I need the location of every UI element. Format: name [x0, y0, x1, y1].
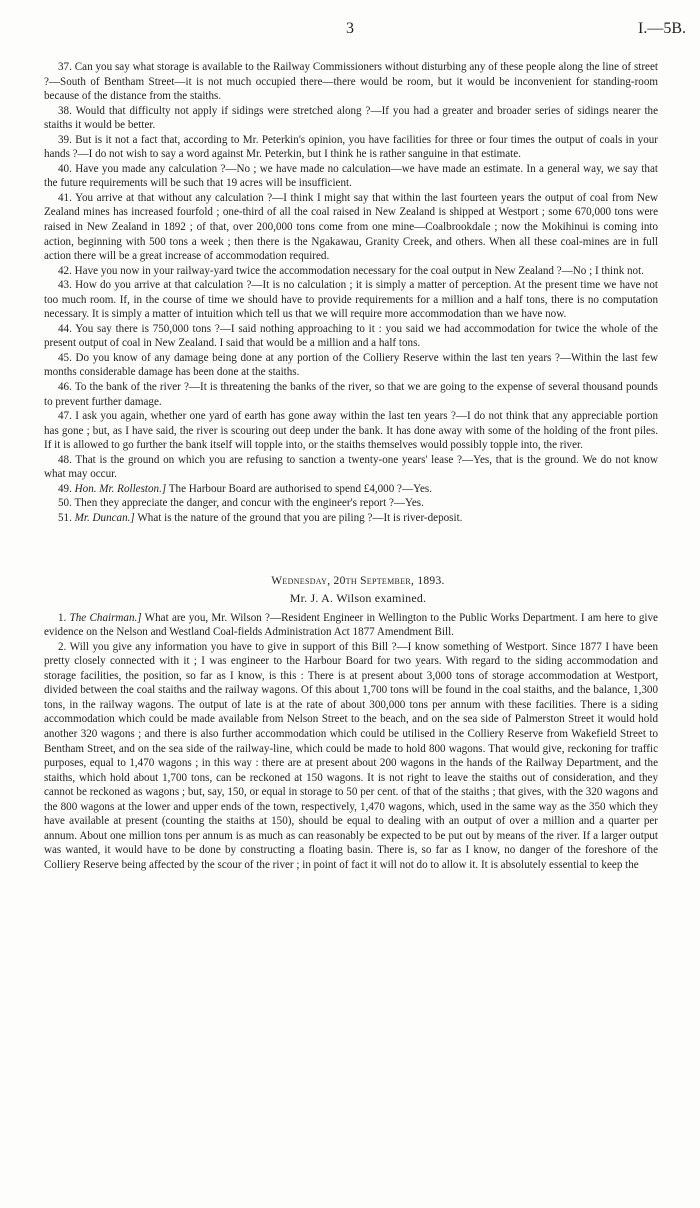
- section-gap: [44, 526, 658, 574]
- question-number: 39.: [58, 133, 72, 146]
- question-text: Would that difficulty not apply if sidings were stretched along ?—If you had a greater and broader series of sidings nearer the staiths it would be better.: [44, 104, 658, 132]
- question-paragraph: [44, 191, 658, 264]
- question-number: 49.: [58, 482, 72, 495]
- speaker-name: The Chairman.]: [69, 611, 142, 624]
- question-text: What is the nature of the ground that you are piling ?—It is river-deposit.: [137, 511, 463, 524]
- question-paragraph: [44, 322, 658, 351]
- question-paragraph: [44, 162, 658, 191]
- evidence-section-1: [44, 60, 658, 526]
- question-number: 38.: [58, 104, 72, 117]
- question-number: 48.: [58, 453, 72, 466]
- session-date: Wednesday, 20th September, 1893.: [271, 574, 445, 587]
- question-paragraph: [44, 133, 658, 162]
- question-number: 40.: [58, 162, 72, 175]
- question-text: How do you arrive at that calculation ?—It is no calculation ; it is simply a matter of perception. At the present time we have not too much room. If, in the course of time we should have to provide requirements for a million and a half tons, there is no computation necessary. It is simply a matter of intuition which tell us that we will require more accommodation than we have now.: [44, 279, 658, 321]
- question-paragraph: [44, 453, 658, 482]
- question-paragraph: [44, 351, 658, 380]
- question-paragraph: [44, 104, 658, 133]
- speaker-name: Mr. Duncan.]: [74, 511, 135, 524]
- question-paragraph: [44, 511, 658, 526]
- question-text: Will you give any information you have to give in support of this Bill ?—I know something of Westport. Since 1877 I have been pretty closely connected with it ; I was engineer to the Harbour Board for two years. With regard to the siding accommodation and storage facilities, the position, so far as I know, is this : There is at present about 3,000 tons of storage accommodation at Westport, divided between the coal staiths and the railway wagons. Of this about 1,700 tons will be found in the coal staiths, and the balance, 1,300 tons, in the railway wagons. The output of late is at the rate of about 300,000 tons per annum with these facilities. There is a siding accommodation which could be made available from Nelson Street to the beach, and on the sea side of Palmerston Street it would hold another 320 wagons ; and there is also further accommodation which could be utilised in the Colliery Reserve from Wakefield Street to Bentham Street, and on the sea side of the railway-line, which could be made to hold 800 wagons. That would give, reckoning for traffic purposes, equal to 1,470 wagons ; in this way : there are at present about 200 wagons in the hands of the Railway Department, and the staiths, which hold about 1,700 tons, can be reckoned at 150 wagons. It is not right to leave the staiths out of consideration, and they cannot be reckoned as wagons ; but, say, 150, or equal in storage to 50 per cent. of that of the staiths ; that gives, with the 320 wagons and the 800 wagons at the lower and upper ends of the town, respectively, 1,470 wagons, which, used in the same way as the 350 which they have available at present (counting the staiths at 150), should be equal to dealing with an output of over a million and a quarter per annum. About one million tons per annum is as much as can reasonably be expected to be put out by means of the river. If a larger output was wanted, it would have to be done by constructing a floating basin. There is, so far as I know, no danger of the foreshore of the Colliery Reserve being affected by the scour of the river ; in point of fact it will not do to allow it. It is absolutely essential to keep the: [44, 640, 659, 871]
- question-paragraph: [44, 640, 658, 873]
- question-text: Then they appreciate the danger, and concur with the engineer's report ?—Yes.: [74, 497, 424, 510]
- question-paragraph: [44, 380, 658, 409]
- question-paragraph: [44, 264, 658, 279]
- question-number: 47.: [58, 410, 72, 423]
- question-number: 45.: [58, 351, 72, 364]
- document-body: [44, 60, 658, 872]
- question-paragraph: [44, 60, 658, 104]
- question-number: 41.: [58, 191, 72, 204]
- question-text: Can you say what storage is available to the Railway Commissioners without disturbing any of these people along the line of street ?—South of Bentham Street—it is not much occupied there—there would be room, but it would be inconvenient for standing-room because of the distance from the staiths.: [44, 61, 658, 103]
- question-text: I ask you again, whether one yard of earth has gone away within the last ten years ?—I do not think that any appreciable portion has gone ; but, as I have said, the river is scouring out deep under the bank. It has done away with some of the holding of the front piles. If it is allowed to go further the bank itself will topple into, or the staiths themselves would possibly topple into, the river.: [44, 410, 658, 452]
- question-text: Have you now in your railway-yard twice the accommodation necessary for the coal output in New Zealand ?—No ; I think not.: [74, 264, 644, 277]
- question-paragraph: [44, 278, 658, 322]
- evidence-section-2: [44, 611, 658, 873]
- question-paragraph: [44, 496, 658, 511]
- question-text: What are you, Mr. Wilson ?—Resident Engineer in Wellington to the Public Works Department. I am here to give evidence on the Nelson and Westland Coal-fields Administration Act 1877 Amendment Bill.: [44, 611, 658, 639]
- question-text: That is the ground on which you are refusing to sanction a twenty-one years' lease ?—Yes, that is the ground. We do not know what may occur.: [44, 453, 658, 481]
- question-text: But is it not a fact that, according to Mr. Peterkin's opinion, you have facilities for three or four times the output of coals in your hands ?—I do not wish to say a word against Mr. Peterkin, but I think he is rather sanguine in that estimate.: [44, 133, 658, 161]
- question-text: You say there is 750,000 tons ?—I said nothing approaching to it : you said we had accommodation for twice the whole of the present output of coal in New Zealand. I said that would be a million and a half tons.: [44, 322, 658, 350]
- question-text: Do you know of any damage being done at any portion of the Colliery Reserve within the last ten years ?—Within the last few months considerable damage has been done at the staiths.: [44, 351, 658, 379]
- question-text: Have you made any calculation ?—No ; we have made no calculation—we have made an estimate. In a general way, we say that the future requirements will be such that 19 acres will be insufficient.: [44, 162, 658, 190]
- question-number: 1.: [58, 611, 67, 624]
- witness-heading: Mr. J. A. Wilson examined.: [289, 591, 427, 606]
- question-number: 46.: [58, 381, 72, 394]
- question-number: 51.: [58, 511, 72, 524]
- question-number: 2.: [58, 640, 67, 653]
- question-number: 43.: [58, 279, 72, 292]
- question-paragraph: [44, 409, 658, 453]
- speaker-name: Hon. Mr. Rolleston.]: [74, 482, 167, 495]
- page-number: 3: [346, 20, 354, 37]
- question-text: The Harbour Board are authorised to spend £4,000 ?—Yes.: [168, 482, 432, 495]
- question-text: To the bank of the river ?—It is threatening the banks of the river, so that we are going to the expense of several thousand pounds to prevent further damage.: [44, 381, 658, 408]
- question-number: 37.: [58, 61, 72, 73]
- question-number: 50.: [58, 497, 72, 510]
- question-paragraph: [44, 611, 658, 640]
- question-paragraph: [44, 482, 658, 497]
- question-number: 44.: [58, 322, 72, 335]
- question-number: 42.: [58, 264, 72, 277]
- paper-reference: I.—5B.: [638, 20, 686, 37]
- question-text: You arrive at that without any calculation ?—I think I might say that within the last fourteen years the output of coal from New Zealand mines has increased fourfold ; one-third of all the coal raised in New Zealand is shipped at Westport ; some 670,000 tons were raised in New Zealand in 1892 ; of that, over 200,000 tons come from one mine—Coalbrookdale ; now the Mokihinui is coming into action, beginning with 500 tons a week ; then there is the Ngakawau, Granity Creek, and others. When all these coal-mines are in full action there will be a great increase of accommodation required.: [44, 191, 658, 263]
